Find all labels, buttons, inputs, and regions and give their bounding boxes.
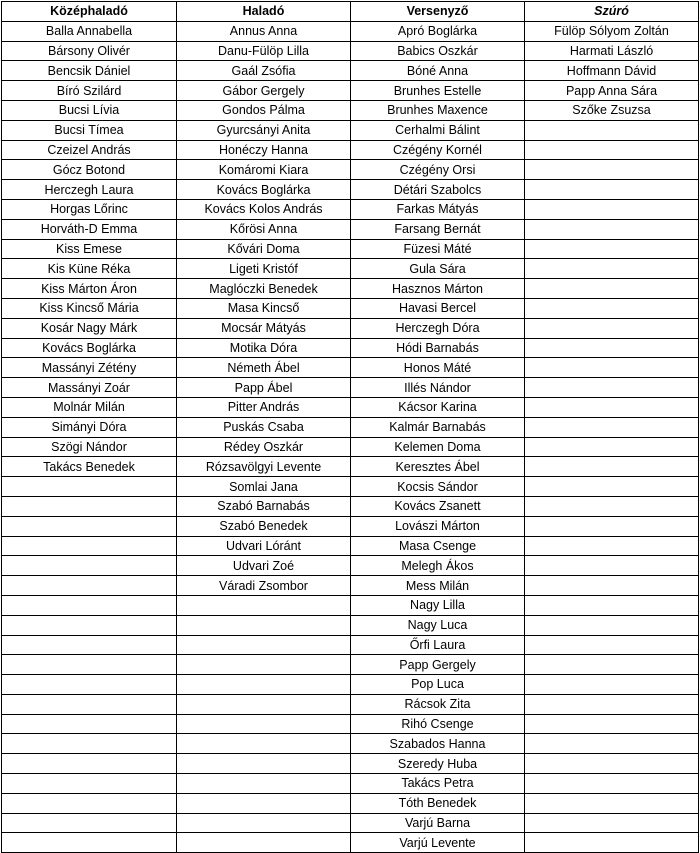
table-row [2, 477, 699, 497]
cell-kozephalado [2, 675, 177, 695]
cell-halado [177, 694, 351, 714]
cell-versenyzo: Hódi Barnabás [351, 338, 525, 358]
cell-szuro [525, 655, 699, 675]
cell-versenyzo: Illés Nándor [351, 378, 525, 398]
cell-kozephalado: Kiss Emese [2, 239, 177, 259]
column-header-halado: Haladó [177, 2, 351, 22]
cell-versenyzo: Pop Luca [351, 675, 525, 695]
cell-kozephalado [2, 754, 177, 774]
table-row [2, 774, 699, 794]
cell-kozephalado: Kovács Boglárka [2, 338, 177, 358]
cell-versenyzo: Farsang Bernát [351, 219, 525, 239]
cell-szuro: Hoffmann Dávid [525, 61, 699, 81]
cell-kozephalado [2, 833, 177, 853]
cell-kozephalado: Kosár Nagy Márk [2, 318, 177, 338]
table-row [2, 140, 699, 160]
table-row [2, 239, 699, 259]
cell-versenyzo: Honos Máté [351, 358, 525, 378]
cell-szuro [525, 298, 699, 318]
table-row [2, 833, 699, 853]
table-row [2, 556, 699, 576]
cell-szuro [525, 160, 699, 180]
cell-halado: Ligeti Kristóf [177, 259, 351, 279]
cell-halado [177, 635, 351, 655]
table-row [2, 397, 699, 417]
table-row [2, 358, 699, 378]
cell-szuro [525, 675, 699, 695]
cell-szuro [525, 496, 699, 516]
cell-halado [177, 675, 351, 695]
cell-szuro [525, 477, 699, 497]
cell-versenyzo: Kocsis Sándor [351, 477, 525, 497]
cell-szuro [525, 793, 699, 813]
cell-halado: Németh Ábel [177, 358, 351, 378]
cell-szuro [525, 635, 699, 655]
cell-versenyzo: Nagy Lilla [351, 595, 525, 615]
cell-szuro [525, 615, 699, 635]
cell-versenyzo: Papp Gergely [351, 655, 525, 675]
table-row [2, 100, 699, 120]
cell-szuro [525, 239, 699, 259]
table-row [2, 615, 699, 635]
cell-versenyzo: Lovászi Márton [351, 516, 525, 536]
cell-szuro [525, 417, 699, 437]
table-row [2, 199, 699, 219]
cell-kozephalado [2, 595, 177, 615]
cell-szuro [525, 140, 699, 160]
cell-halado: Udvari Lóránt [177, 536, 351, 556]
cell-halado [177, 813, 351, 833]
table-row [2, 318, 699, 338]
cell-halado: Danu-Fülöp Lilla [177, 41, 351, 61]
cell-kozephalado [2, 655, 177, 675]
cell-szuro: Harmati László [525, 41, 699, 61]
cell-versenyzo: Havasi Bercel [351, 298, 525, 318]
cell-halado [177, 774, 351, 794]
cell-halado [177, 615, 351, 635]
cell-halado: Szabó Benedek [177, 516, 351, 536]
table-row [2, 793, 699, 813]
cell-kozephalado [2, 734, 177, 754]
cell-kozephalado [2, 793, 177, 813]
table-row [2, 160, 699, 180]
cell-versenyzo: Őrfi Laura [351, 635, 525, 655]
cell-halado: Kővári Doma [177, 239, 351, 259]
cell-versenyzo: Détári Szabolcs [351, 180, 525, 200]
cell-szuro [525, 199, 699, 219]
cell-halado: Pitter András [177, 397, 351, 417]
cell-versenyzo: Bóné Anna [351, 61, 525, 81]
cell-kozephalado: Massányi Zétény [2, 358, 177, 378]
cell-szuro [525, 457, 699, 477]
table-row [2, 813, 699, 833]
cell-kozephalado [2, 615, 177, 635]
table-row [2, 61, 699, 81]
cell-kozephalado [2, 774, 177, 794]
cell-kozephalado: Bíró Szilárd [2, 81, 177, 101]
cell-szuro [525, 754, 699, 774]
cell-szuro [525, 734, 699, 754]
cell-halado: Kovács Boglárka [177, 180, 351, 200]
cell-halado: Váradi Zsombor [177, 576, 351, 596]
cell-szuro: Szőke Zsuzsa [525, 100, 699, 120]
cell-kozephalado: Bucsi Tímea [2, 120, 177, 140]
cell-kozephalado: Kiss Kincső Mária [2, 298, 177, 318]
table-row [2, 298, 699, 318]
cell-versenyzo: Füzesi Máté [351, 239, 525, 259]
cell-versenyzo: Takács Petra [351, 774, 525, 794]
cell-halado: Gyurcsányi Anita [177, 120, 351, 140]
cell-szuro [525, 120, 699, 140]
cell-halado: Rózsavölgyi Levente [177, 457, 351, 477]
cell-szuro [525, 219, 699, 239]
table-row [2, 437, 699, 457]
cell-kozephalado [2, 536, 177, 556]
cell-halado: Udvari Zoé [177, 556, 351, 576]
table-row [2, 120, 699, 140]
cell-kozephalado: Kiss Márton Áron [2, 279, 177, 299]
cell-szuro [525, 397, 699, 417]
cell-kozephalado: Balla Annabella [2, 21, 177, 41]
cell-kozephalado [2, 694, 177, 714]
cell-kozephalado [2, 576, 177, 596]
column-header-kozephalado: Középhaladó [2, 2, 177, 22]
cell-versenyzo: Hasznos Márton [351, 279, 525, 299]
table-row [2, 694, 699, 714]
cell-szuro [525, 774, 699, 794]
cell-kozephalado [2, 813, 177, 833]
cell-kozephalado: Gócz Botond [2, 160, 177, 180]
cell-kozephalado: Herczegh Laura [2, 180, 177, 200]
table-row [2, 714, 699, 734]
cell-versenyzo: Kácsor Karina [351, 397, 525, 417]
cell-kozephalado [2, 556, 177, 576]
table-row [2, 259, 699, 279]
cell-szuro [525, 437, 699, 457]
cell-kozephalado: Bársony Olivér [2, 41, 177, 61]
cell-halado: Motika Dóra [177, 338, 351, 358]
cell-halado [177, 754, 351, 774]
cell-halado: Gábor Gergely [177, 81, 351, 101]
cell-halado [177, 833, 351, 853]
cell-versenyzo: Apró Boglárka [351, 21, 525, 41]
table-row [2, 675, 699, 695]
cell-versenyzo: Kalmár Barnabás [351, 417, 525, 437]
cell-kozephalado: Molnár Milán [2, 397, 177, 417]
cell-kozephalado: Horgas Lőrinc [2, 199, 177, 219]
cell-versenyzo: Rácsok Zita [351, 694, 525, 714]
cell-halado: Annus Anna [177, 21, 351, 41]
cell-versenyzo: Varjú Barna [351, 813, 525, 833]
group-roster-table [1, 1, 699, 853]
cell-versenyzo: Kovács Zsanett [351, 496, 525, 516]
cell-versenyzo: Cerhalmi Bálint [351, 120, 525, 140]
table-row [2, 655, 699, 675]
cell-halado: Puskás Csaba [177, 417, 351, 437]
cell-kozephalado: Simányi Dóra [2, 417, 177, 437]
cell-kozephalado: Czeizel András [2, 140, 177, 160]
table-row [2, 536, 699, 556]
cell-versenyzo: Szabados Hanna [351, 734, 525, 754]
cell-szuro [525, 318, 699, 338]
table-row [2, 595, 699, 615]
table-row [2, 496, 699, 516]
cell-versenyzo: Farkas Mátyás [351, 199, 525, 219]
cell-halado: Rédey Oszkár [177, 437, 351, 457]
cell-versenyzo: Rihó Csenge [351, 714, 525, 734]
cell-halado [177, 734, 351, 754]
table-row [2, 734, 699, 754]
cell-versenyzo: Nagy Luca [351, 615, 525, 635]
cell-versenyzo: Gula Sára [351, 259, 525, 279]
table-row [2, 576, 699, 596]
table-row [2, 41, 699, 61]
table-row [2, 279, 699, 299]
cell-halado: Szabó Barnabás [177, 496, 351, 516]
cell-halado [177, 595, 351, 615]
cell-kozephalado [2, 496, 177, 516]
cell-halado: Papp Ábel [177, 378, 351, 398]
cell-kozephalado [2, 516, 177, 536]
cell-kozephalado: Takács Benedek [2, 457, 177, 477]
cell-szuro [525, 694, 699, 714]
cell-versenyzo: Czégény Orsi [351, 160, 525, 180]
cell-halado: Mocsár Mátyás [177, 318, 351, 338]
header-row [2, 2, 699, 22]
cell-szuro [525, 714, 699, 734]
cell-versenyzo: Szeredy Huba [351, 754, 525, 774]
cell-szuro [525, 516, 699, 536]
cell-versenyzo: Mess Milán [351, 576, 525, 596]
cell-halado: Komáromi Kiara [177, 160, 351, 180]
cell-versenyzo: Melegh Ákos [351, 556, 525, 576]
cell-kozephalado: Bencsik Dániel [2, 61, 177, 81]
cell-szuro [525, 536, 699, 556]
cell-versenyzo: Czégény Kornél [351, 140, 525, 160]
table-row [2, 378, 699, 398]
cell-kozephalado: Horváth-D Emma [2, 219, 177, 239]
cell-szuro [525, 813, 699, 833]
cell-halado: Masa Kincső [177, 298, 351, 318]
cell-versenyzo: Brunhes Maxence [351, 100, 525, 120]
cell-versenyzo: Masa Csenge [351, 536, 525, 556]
cell-kozephalado: Szögi Nándor [2, 437, 177, 457]
cell-halado: Somlai Jana [177, 477, 351, 497]
table-row [2, 516, 699, 536]
cell-halado: Honéczy Hanna [177, 140, 351, 160]
cell-szuro [525, 595, 699, 615]
table-row [2, 635, 699, 655]
table-row [2, 219, 699, 239]
cell-szuro [525, 833, 699, 853]
cell-kozephalado: Kis Küne Réka [2, 259, 177, 279]
cell-halado [177, 655, 351, 675]
cell-szuro [525, 338, 699, 358]
cell-szuro [525, 259, 699, 279]
cell-kozephalado: Massányi Zoár [2, 378, 177, 398]
cell-versenyzo: Babics Oszkár [351, 41, 525, 61]
cell-versenyzo: Tóth Benedek [351, 793, 525, 813]
table-row [2, 81, 699, 101]
cell-szuro [525, 358, 699, 378]
cell-szuro: Fülöp Sólyom Zoltán [525, 21, 699, 41]
cell-kozephalado: Bucsi Lívia [2, 100, 177, 120]
table-row [2, 180, 699, 200]
table-row [2, 338, 699, 358]
table-row [2, 21, 699, 41]
roster-body [2, 21, 699, 852]
cell-halado: Maglóczki Benedek [177, 279, 351, 299]
cell-halado: Gondos Pálma [177, 100, 351, 120]
cell-szuro [525, 576, 699, 596]
table-row [2, 754, 699, 774]
cell-szuro [525, 180, 699, 200]
cell-szuro [525, 279, 699, 299]
cell-versenyzo: Keresztes Ábel [351, 457, 525, 477]
cell-szuro [525, 556, 699, 576]
table-row [2, 417, 699, 437]
cell-szuro [525, 378, 699, 398]
cell-halado [177, 793, 351, 813]
cell-halado [177, 714, 351, 734]
cell-halado: Kőrösi Anna [177, 219, 351, 239]
cell-versenyzo: Kelemen Doma [351, 437, 525, 457]
cell-szuro: Papp Anna Sára [525, 81, 699, 101]
column-header-versenyzo: Versenyző [351, 2, 525, 22]
cell-kozephalado [2, 635, 177, 655]
cell-halado: Gaál Zsófia [177, 61, 351, 81]
table-row [2, 457, 699, 477]
cell-versenyzo: Varjú Levente [351, 833, 525, 853]
cell-kozephalado [2, 714, 177, 734]
cell-versenyzo: Brunhes Estelle [351, 81, 525, 101]
cell-kozephalado [2, 477, 177, 497]
cell-halado: Kovács Kolos András [177, 199, 351, 219]
cell-versenyzo: Herczegh Dóra [351, 318, 525, 338]
column-header-szuro: Szúró [525, 2, 699, 22]
